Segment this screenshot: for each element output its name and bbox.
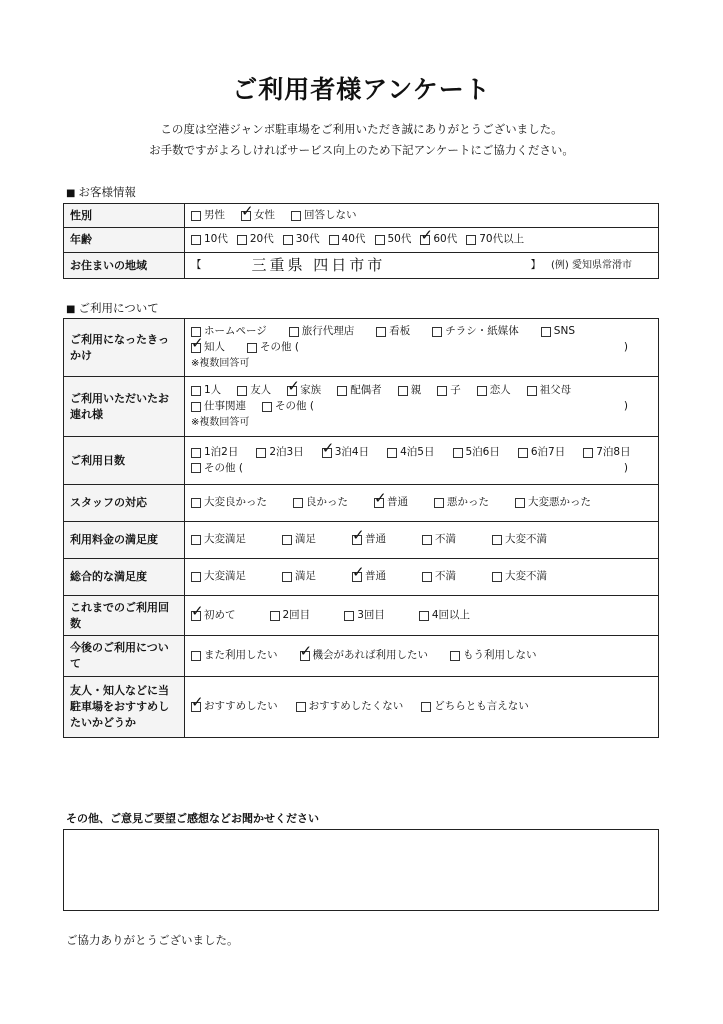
option-checkbox[interactable] [191,445,238,461]
option-label: 恋人 [489,384,511,397]
closing-message: ご協力ありがとうございました。 [66,933,239,947]
option-checkbox[interactable] [321,438,370,461]
question-label: ご利用日数 [64,437,185,485]
answer-options [191,324,652,371]
option-label: 大変満足 [204,533,246,546]
age-options [185,228,659,253]
option-checkbox[interactable] [191,532,246,548]
checkbox-icon[interactable] [437,386,447,396]
usage-row [64,636,659,677]
checkbox-icon[interactable] [375,235,385,245]
answer-options [191,526,652,548]
option-checkbox[interactable] [420,226,458,248]
checkbox-icon[interactable] [344,611,354,621]
checkbox-icon[interactable] [299,642,313,661]
option-checkbox[interactable] [432,324,519,340]
option-label: チラシ・紙媒体 [445,325,519,338]
checkbox-icon[interactable] [296,702,306,712]
option-label: 満足 [295,533,316,546]
option-label: その他 ( [275,400,314,412]
option-checkbox[interactable] [466,232,524,248]
checkbox-icon[interactable] [450,651,460,661]
option-label: SNS [553,325,575,338]
checkbox-icon[interactable] [191,235,201,245]
check-mark-icon: ✓ [352,526,365,544]
option-label: ホームページ [204,325,267,338]
option-checkbox[interactable] [191,461,243,477]
option-label: 不満 [435,570,456,583]
option-label: 女性 [254,208,275,221]
check-mark-icon: ✓ [191,693,204,711]
checkbox-icon[interactable] [283,235,293,245]
option-label: 旅行代理店 [301,325,355,338]
option-checkbox[interactable] [287,377,322,399]
option-checkbox[interactable] [191,569,246,585]
answer-options [191,489,652,511]
option-label: 不満 [435,533,456,546]
checkbox-icon[interactable] [387,448,397,458]
check-mark-icon: ✓ [374,489,387,507]
answer-cell [185,596,659,636]
survey-title: ご利用者様アンケート [232,75,491,104]
customer-section-title: お客様情報 [78,185,136,199]
answer-options [191,377,652,430]
option-label: 1人 [204,384,222,397]
checkbox-icon[interactable] [191,402,201,412]
area-field[interactable] [185,253,659,279]
checkbox-icon[interactable] [191,572,201,582]
checkbox-icon[interactable] [337,386,347,396]
answer-cell [185,636,659,677]
option-label: 初めて [204,608,236,621]
checkbox-icon[interactable] [247,343,257,353]
area-label: お住まいの地域 [64,253,185,279]
check-mark-icon: ✓ [321,438,335,457]
comment-label: その他、ご意見ご要望ご感想などお聞かせください [66,812,319,825]
option-label: 大変良かった [204,496,267,509]
option-label: 4回以上 [431,608,471,621]
checkbox-icon[interactable] [293,498,303,508]
checkbox-icon[interactable] [541,327,551,337]
option-checkbox[interactable] [241,201,275,224]
question-label: 今後のご利用について [64,636,185,677]
option-label: 5泊6日 [465,445,500,458]
option-checkbox[interactable] [191,333,225,356]
option-checkbox[interactable] [337,383,382,399]
option-checkbox[interactable] [329,232,366,248]
checkbox-icon[interactable] [527,386,537,396]
customer-section-label [66,184,136,200]
option-label: 大変不満 [505,533,547,546]
option-label: 2泊3日 [269,445,304,458]
checkbox-icon[interactable] [237,235,247,245]
checkbox-icon[interactable] [376,327,386,337]
option-checkbox[interactable] [291,208,357,224]
option-checkbox[interactable] [518,445,565,461]
option-label: 4泊5日 [400,445,435,458]
option-checkbox[interactable] [387,445,434,461]
checkbox-icon[interactable] [191,651,201,661]
option-label: 悪かった [447,496,489,509]
answer-options [191,438,652,477]
option-label: 親 [410,384,422,397]
option-label: その他 ( [204,461,243,474]
intro-line-1: この度は空港ジャンボ駐車場をご利用いただき誠にありがとうございました。 [160,122,563,136]
answer-cell [185,485,659,522]
option-checkbox[interactable] [191,495,267,511]
checkbox-icon[interactable] [419,611,429,621]
option-label: 機会があれば利用したい [312,649,428,662]
option-checkbox[interactable] [376,324,410,340]
checkbox-icon[interactable] [434,498,444,508]
option-checkbox[interactable] [191,648,278,664]
gender-row [64,204,659,228]
option-checkbox[interactable] [374,489,408,511]
checkbox-icon[interactable] [237,386,247,396]
option-checkbox[interactable] [375,232,412,248]
checkbox-icon[interactable] [398,386,408,396]
usage-row [64,319,659,377]
option-checkbox[interactable] [237,232,274,248]
option-checkbox[interactable] [282,569,316,585]
usage-section-label [66,300,159,316]
option-checkbox[interactable] [299,642,429,664]
option-label: 50代 [387,233,412,246]
check-mark-icon: ✓ [287,377,300,396]
question-label: 友人・知人などに当駐車場をおすすめしたいかどうか [64,677,185,738]
area-close-bracket: 】 [530,258,542,271]
check-mark-icon: ✓ [191,333,204,352]
option-label: どちらとも言えない [434,700,529,713]
option-label: 20代 [249,233,274,246]
checkbox-icon[interactable] [287,377,300,396]
option-label: 普通 [365,570,386,583]
option-checkbox[interactable] [344,608,385,624]
option-checkbox[interactable] [515,495,591,511]
option-checkbox[interactable] [437,383,461,399]
comment-textarea[interactable] [63,829,659,911]
option-checkbox[interactable] [434,495,489,511]
checkbox-icon[interactable] [352,563,365,582]
option-label: 70代以上 [479,233,525,246]
question-label: ご利用になったきっかけ [64,319,185,377]
checkbox-icon[interactable] [270,611,280,621]
answer-options [191,693,652,715]
option-checkbox[interactable] [282,532,316,548]
question-label: これまでのご利用回数 [64,596,185,636]
option-checkbox[interactable] [398,383,422,399]
option-label: 友人 [250,384,272,397]
checkbox-icon[interactable] [256,448,266,458]
question-label: スタッフの対応 [64,485,185,522]
option-checkbox[interactable] [492,532,547,548]
multiple-answers-note: ※複数回答可 [191,357,250,369]
usage-row [64,522,659,559]
section-square-icon: ■ [66,304,76,315]
checkbox-icon[interactable] [422,572,432,582]
option-checkbox[interactable] [191,208,225,224]
other-close-paren: ) [623,461,628,474]
question-label: ご利用いただいたお連れ様 [64,377,185,437]
option-label: 60代 [433,233,458,246]
usage-row [64,437,659,485]
checkbox-icon[interactable] [291,211,301,221]
checkbox-icon[interactable] [518,448,528,458]
option-checkbox[interactable] [541,324,575,340]
option-checkbox[interactable] [191,232,228,248]
usage-row [64,596,659,636]
check-mark-icon: ✓ [191,601,204,620]
check-mark-icon: ✓ [241,201,254,220]
multiple-answers-note: ※複数回答可 [191,416,250,428]
option-label: 仕事関連 [204,400,246,412]
area-example: (例) 愛知県常滑市 [551,260,632,271]
option-checkbox[interactable] [450,648,537,664]
option-label: 3回目 [357,608,385,621]
usage-table [63,318,659,738]
answer-cell [185,522,659,559]
other-close-paren: ) [623,341,628,353]
age-label: 年齢 [64,228,185,253]
section-square-icon: ■ [66,188,76,199]
checkbox-icon[interactable] [583,448,593,458]
option-checkbox[interactable] [583,445,630,461]
option-label: 祖父母 [539,384,572,397]
option-label: また利用したい [204,649,278,662]
option-label: 男性 [204,208,225,221]
answer-cell [185,437,659,485]
question-label: 総合的な満足度 [64,559,185,596]
checkbox-icon[interactable] [282,535,292,545]
check-mark-icon: ✓ [352,563,365,581]
answer-cell [185,677,659,738]
option-checkbox[interactable] [237,383,271,399]
option-label: 2回目 [282,608,311,621]
option-checkbox[interactable] [477,383,511,399]
option-label: 良かった [306,496,348,509]
option-label: その他 ( [260,341,299,353]
checkbox-icon[interactable] [191,463,201,473]
checkbox-icon[interactable] [329,235,339,245]
checkbox-icon[interactable] [191,333,204,353]
option-checkbox[interactable] [453,445,500,461]
checkbox-icon[interactable] [466,235,476,245]
option-label: 大変不満 [505,570,547,583]
option-label: 家族 [300,384,322,397]
checkbox-icon[interactable] [432,327,442,337]
option-label: おすすめしたくない [308,700,404,713]
checkbox-icon[interactable] [422,535,432,545]
option-checkbox[interactable] [422,532,456,548]
checkbox-icon[interactable] [374,489,387,508]
area-row [64,253,659,279]
option-checkbox[interactable] [352,563,386,585]
age-row [64,228,659,253]
answer-cell [185,559,659,596]
checkbox-icon[interactable] [421,702,431,712]
option-checkbox[interactable] [191,601,236,624]
question-label: 利用料金の満足度 [64,522,185,559]
answer-options [191,601,652,624]
option-label: おすすめしたい [204,700,278,713]
checkbox-icon[interactable] [191,601,204,621]
check-mark-icon: ✓ [420,226,433,244]
option-checkbox[interactable] [527,383,572,399]
checkbox-icon[interactable] [420,226,433,245]
area-handwritten-value: 三重県 四日市市 [251,256,386,275]
option-label: 大変満足 [204,570,246,583]
checkbox-icon[interactable] [191,498,201,508]
answer-cell [185,377,659,437]
checkbox-icon[interactable] [282,572,292,582]
checkbox-icon[interactable] [191,535,201,545]
gender-label: 性別 [64,204,185,228]
checkbox-icon[interactable] [191,693,204,712]
customer-info-table [63,203,659,279]
option-label: 1泊2日 [204,445,239,458]
checkbox-icon[interactable] [321,438,335,458]
intro-line-2: お手数ですがよろしければサービス向上のため下記アンケートにご協力ください。 [149,143,574,157]
check-mark-icon: ✓ [299,642,313,660]
option-label: 配偶者 [350,384,382,397]
option-checkbox[interactable] [191,383,221,399]
option-label: 普通 [387,496,408,509]
usage-row [64,559,659,596]
checkbox-icon[interactable] [191,211,201,221]
option-label: 10代 [204,233,228,246]
option-checkbox[interactable] [419,608,470,624]
option-label: 6泊7日 [530,445,566,458]
option-checkbox[interactable] [421,699,529,715]
option-label: 満足 [295,570,316,583]
option-checkbox[interactable] [296,699,404,715]
checkbox-icon[interactable] [453,448,463,458]
answer-options [191,563,652,585]
option-label: 知人 [204,341,225,353]
option-checkbox[interactable] [247,340,299,356]
checkbox-icon[interactable] [492,535,502,545]
option-label: もう利用しない [463,649,537,662]
checkbox-icon[interactable] [477,386,487,396]
answer-cell [185,319,659,377]
option-label: 3泊4日 [334,445,370,458]
checkbox-icon[interactable] [492,572,502,582]
option-label: 看板 [389,325,411,338]
option-label: 30代 [295,233,320,246]
option-checkbox[interactable] [289,324,355,340]
option-checkbox[interactable] [191,399,246,415]
answer-options [191,642,652,664]
option-checkbox[interactable] [256,445,303,461]
checkbox-icon[interactable] [191,386,201,396]
checkbox-icon[interactable] [262,402,272,412]
option-label: 大変悪かった [528,496,591,509]
gender-options [185,201,659,228]
usage-section-title: ご利用について [78,301,159,315]
option-label: 子 [450,384,461,397]
option-label: 40代 [341,233,366,246]
usage-row [64,677,659,738]
checkbox-icon[interactable] [515,498,525,508]
option-checkbox[interactable] [492,569,547,585]
option-checkbox[interactable] [283,232,320,248]
option-checkbox[interactable] [293,495,348,511]
option-checkbox[interactable] [270,608,311,624]
option-label: 普通 [365,533,386,546]
checkbox-icon[interactable] [289,327,299,337]
option-checkbox[interactable] [422,569,456,585]
option-checkbox[interactable] [262,399,314,415]
option-checkbox[interactable] [191,693,278,715]
option-checkbox[interactable] [352,526,386,548]
usage-row [64,377,659,437]
checkbox-icon[interactable] [241,201,254,221]
usage-row [64,485,659,522]
option-label: 7泊8日 [596,445,631,458]
area-open-bracket: 【 [191,258,202,271]
option-label: 回答しない [304,208,357,221]
other-close-paren: ) [623,400,628,412]
checkbox-icon[interactable] [191,448,201,458]
checkbox-icon[interactable] [352,526,365,545]
